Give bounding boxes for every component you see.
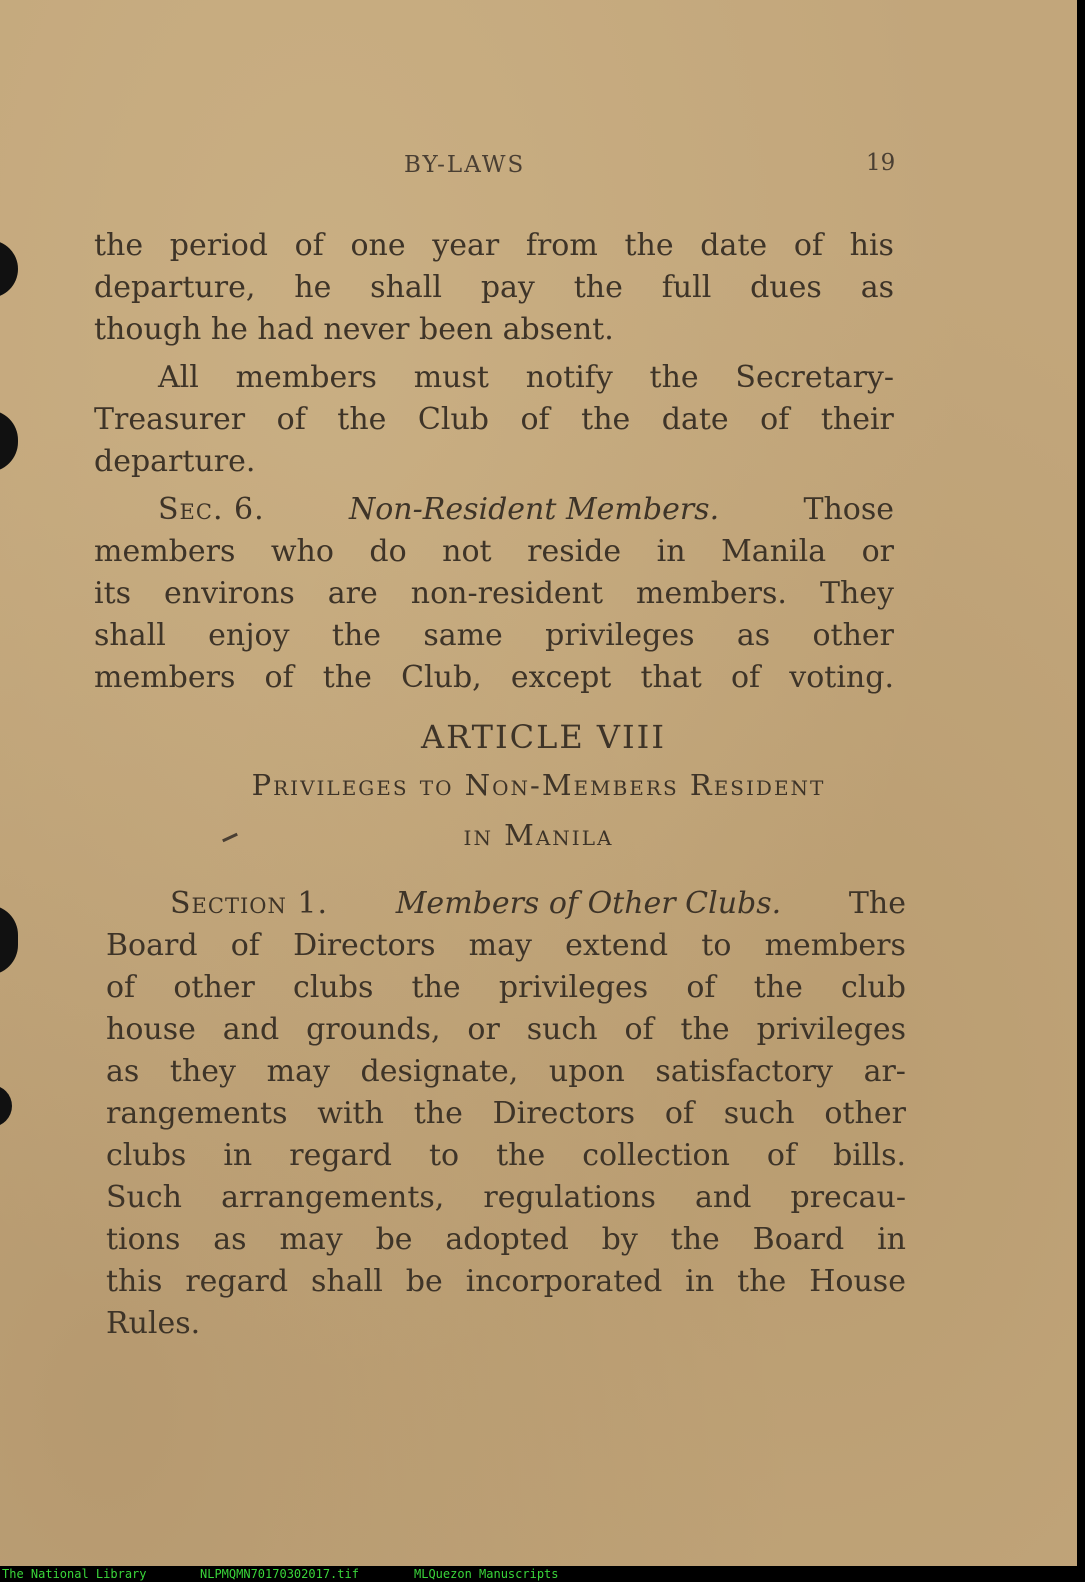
section-title: Members of Other Clubs. xyxy=(395,886,782,921)
text-line: this regard shall be incorporated in the House xyxy=(106,1264,906,1299)
text-line: Treasurer of the Club of the date of their xyxy=(94,402,894,437)
text-line: of other clubs the privileges of the club xyxy=(106,970,906,1005)
text-line: members of the Club, except that of voting. xyxy=(94,660,894,695)
punch-hole xyxy=(0,410,18,472)
text-line: though he had never been absent. xyxy=(94,312,614,347)
text-line: rangements with the Directors of such other xyxy=(106,1096,906,1131)
article-title: ARTICLE VIII xyxy=(421,718,666,756)
section-6-heading-line xyxy=(94,490,894,530)
text-line: shall enjoy the same privileges as other xyxy=(94,618,894,653)
punch-hole xyxy=(0,1085,12,1127)
text-line: as they may designate, upon satisfactory ar- xyxy=(106,1054,906,1089)
punch-hole xyxy=(0,240,18,298)
text-line: departure, he shall pay the full dues as xyxy=(94,270,894,305)
text-line: the period of one year from the date of his xyxy=(94,228,894,263)
text-line: members who do not reside in Manila or xyxy=(94,534,894,569)
article-subtitle: Privileges to Non-Members Resident xyxy=(251,768,826,802)
section-label: Sec. 6. xyxy=(158,492,265,527)
text-line: clubs in regard to the collection of bills. xyxy=(106,1138,906,1173)
text-line: All members must notify the Secretary- xyxy=(158,360,894,395)
section-title: Non-Resident Members. xyxy=(348,492,720,527)
text-fragment: Those xyxy=(803,492,894,527)
punch-hole xyxy=(0,905,18,975)
text-line: tions as may be adopted by the Board in xyxy=(106,1222,906,1257)
text-fragment: The xyxy=(848,886,906,921)
text-line: its environs are non-resident members. They xyxy=(94,576,894,611)
running-head: BY-LAWS xyxy=(404,152,526,178)
scan-footer xyxy=(0,1566,1085,1582)
page-number: 19 xyxy=(866,150,896,176)
article-subtitle: in Manila xyxy=(463,818,614,852)
text-line: Rules. xyxy=(106,1306,201,1341)
text-line: departure. xyxy=(94,444,256,479)
section-1-heading-line xyxy=(106,884,906,924)
section-label: Section 1. xyxy=(170,886,329,921)
text-line: Such arrangements, regulations and precau- xyxy=(106,1180,906,1215)
footer-library: The National Library xyxy=(2,1567,147,1581)
text-line: house and grounds, or such of the privileges xyxy=(106,1012,906,1047)
text-line: Board of Directors may extend to members xyxy=(106,928,906,963)
footer-collection: MLQuezon Manuscripts xyxy=(414,1567,559,1581)
footer-filename: NLPMQMN70170302017.tif xyxy=(200,1567,359,1581)
